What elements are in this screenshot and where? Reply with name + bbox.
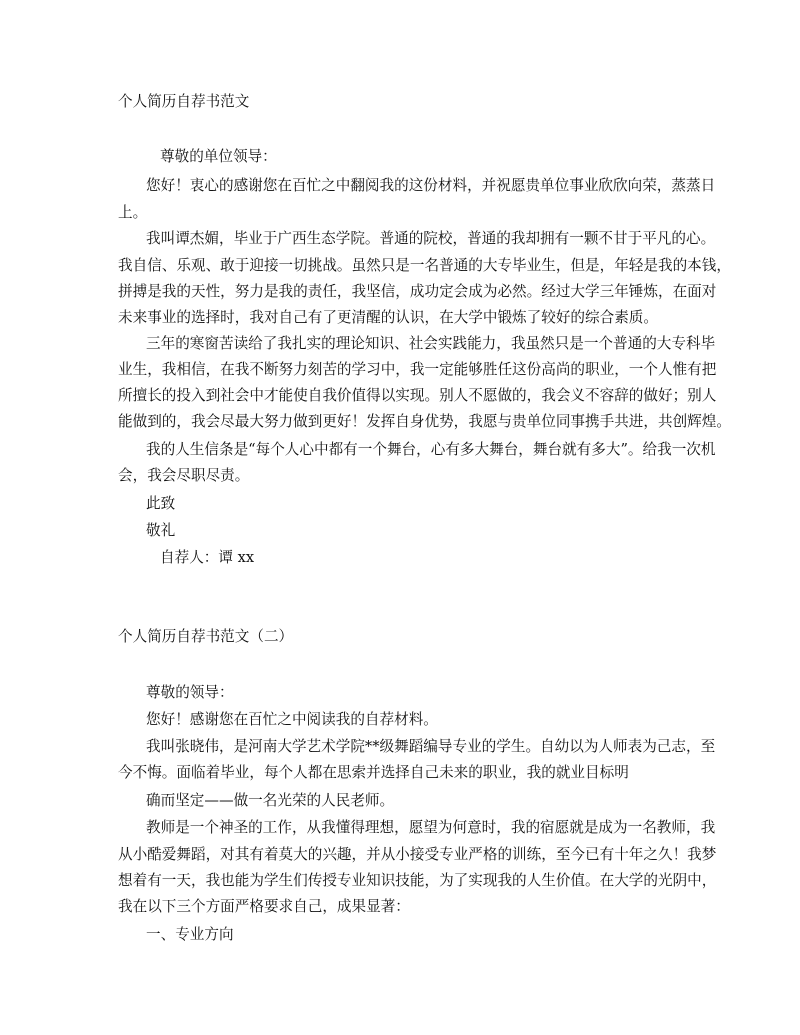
doc2-p2-line2: 今不悔。面临着毕业，每个人都在思索并选择自己未来的职业，我的就业目标明 [118,764,629,781]
doc1-p2-line1: 我叫谭杰媚，毕业于广西生态学院。普通的院校，普通的我却拥有一颗不甘于平凡的心。 [146,230,716,247]
doc2-p4-line4: 我在以下三个方面严格要求自己，成果显著： [118,898,410,915]
doc1-p4-line1: 我的人生信条是“每个人心中都有一个舞台，心有多大舞台，舞台就有多大”。给我一次机 [146,441,716,458]
doc2-title: 个人简历自荐书范文（二） [118,628,294,645]
doc2-section-heading: 一、专业方向 [146,926,234,943]
doc1-salutation: 尊敬的单位领导： [160,148,277,165]
doc2-salutation: 尊敬的领导： [146,684,234,701]
doc1-p3-line3: 所擅长的投入到社会中才能使自我价值得以实现。别人不愿做的，我会义不容辞的做好；别人 [118,387,717,404]
doc1-p3-line4: 能做到的，我会尽最大努力做到更好！发挥自身优势，我愿与贵单位同事携手共进，共创辉煌。 [118,413,731,430]
doc2-p1: 您好！感谢您在百忙之中阅读我的自荐材料。 [146,711,438,728]
doc2-p4-line2: 从小酷爱舞蹈，对其有着莫大的兴趣，并从小接受专业严格的训练，至今已有十年之久！我梦 [118,846,717,863]
doc2-p2-line1: 我叫张晓伟，是河南大学艺术学院**级舞蹈编导专业的学生。自幼以为人师表为己志，至 [146,738,716,755]
doc2-p3: 确而坚定——做一名光荣的人民老师。 [146,792,395,809]
doc1-closing-jingli: 敬礼 [146,522,176,539]
doc1-title: 个人简历自荐书范文 [118,93,250,110]
doc1-p3-line2: 业生，我相信，在我不断努力刻苦的学习中，我一定能够胜任这份高尚的职业，一个人惟有把 [118,361,717,378]
doc2-p4-line1: 教师是一个神圣的工作，从我懂得理想，愿望为何意时，我的宿愿就是成为一名教师，我 [146,819,716,836]
doc1-p2-line3: 拼搏是我的天性，努力是我的责任，我坚信，成功定会成为必然。经过大学三年锤炼，在面对 [118,283,717,300]
doc1-closing-cizhi: 此致 [146,495,176,512]
doc1-p2-line4: 未来事业的选择时，我对自己有了更清醒的认识，在大学中锻炼了较好的综合素质。 [118,309,658,326]
doc1-p1-line2: 上。 [118,204,148,221]
doc1-p1-line1: 您好！衷心的感谢您在百忙之中翻阅我的这份材料，并祝愿贵单位事业欣欣向荣，蒸蒸日 [146,177,716,194]
doc1-p4-line2: 会，我会尽职尽责。 [118,467,250,484]
doc1-p2-line2: 我自信、乐观、敢于迎接一切挑战。虽然只是一名普通的大专毕业生，但是，年轻是我的本钱， [118,257,731,274]
doc2-p4-line3: 想着有一天，我也能为学生们传授专业知识技能，为了实现我的人生价值。在大学的光阴中， [118,872,717,889]
doc1-p3-line1: 三年的寒窗苦读给了我扎实的理论知识、社会实践能力，我虽然只是一个普通的大专科毕 [146,335,716,352]
doc1-signature: 自荐人：谭 xx [160,549,255,566]
